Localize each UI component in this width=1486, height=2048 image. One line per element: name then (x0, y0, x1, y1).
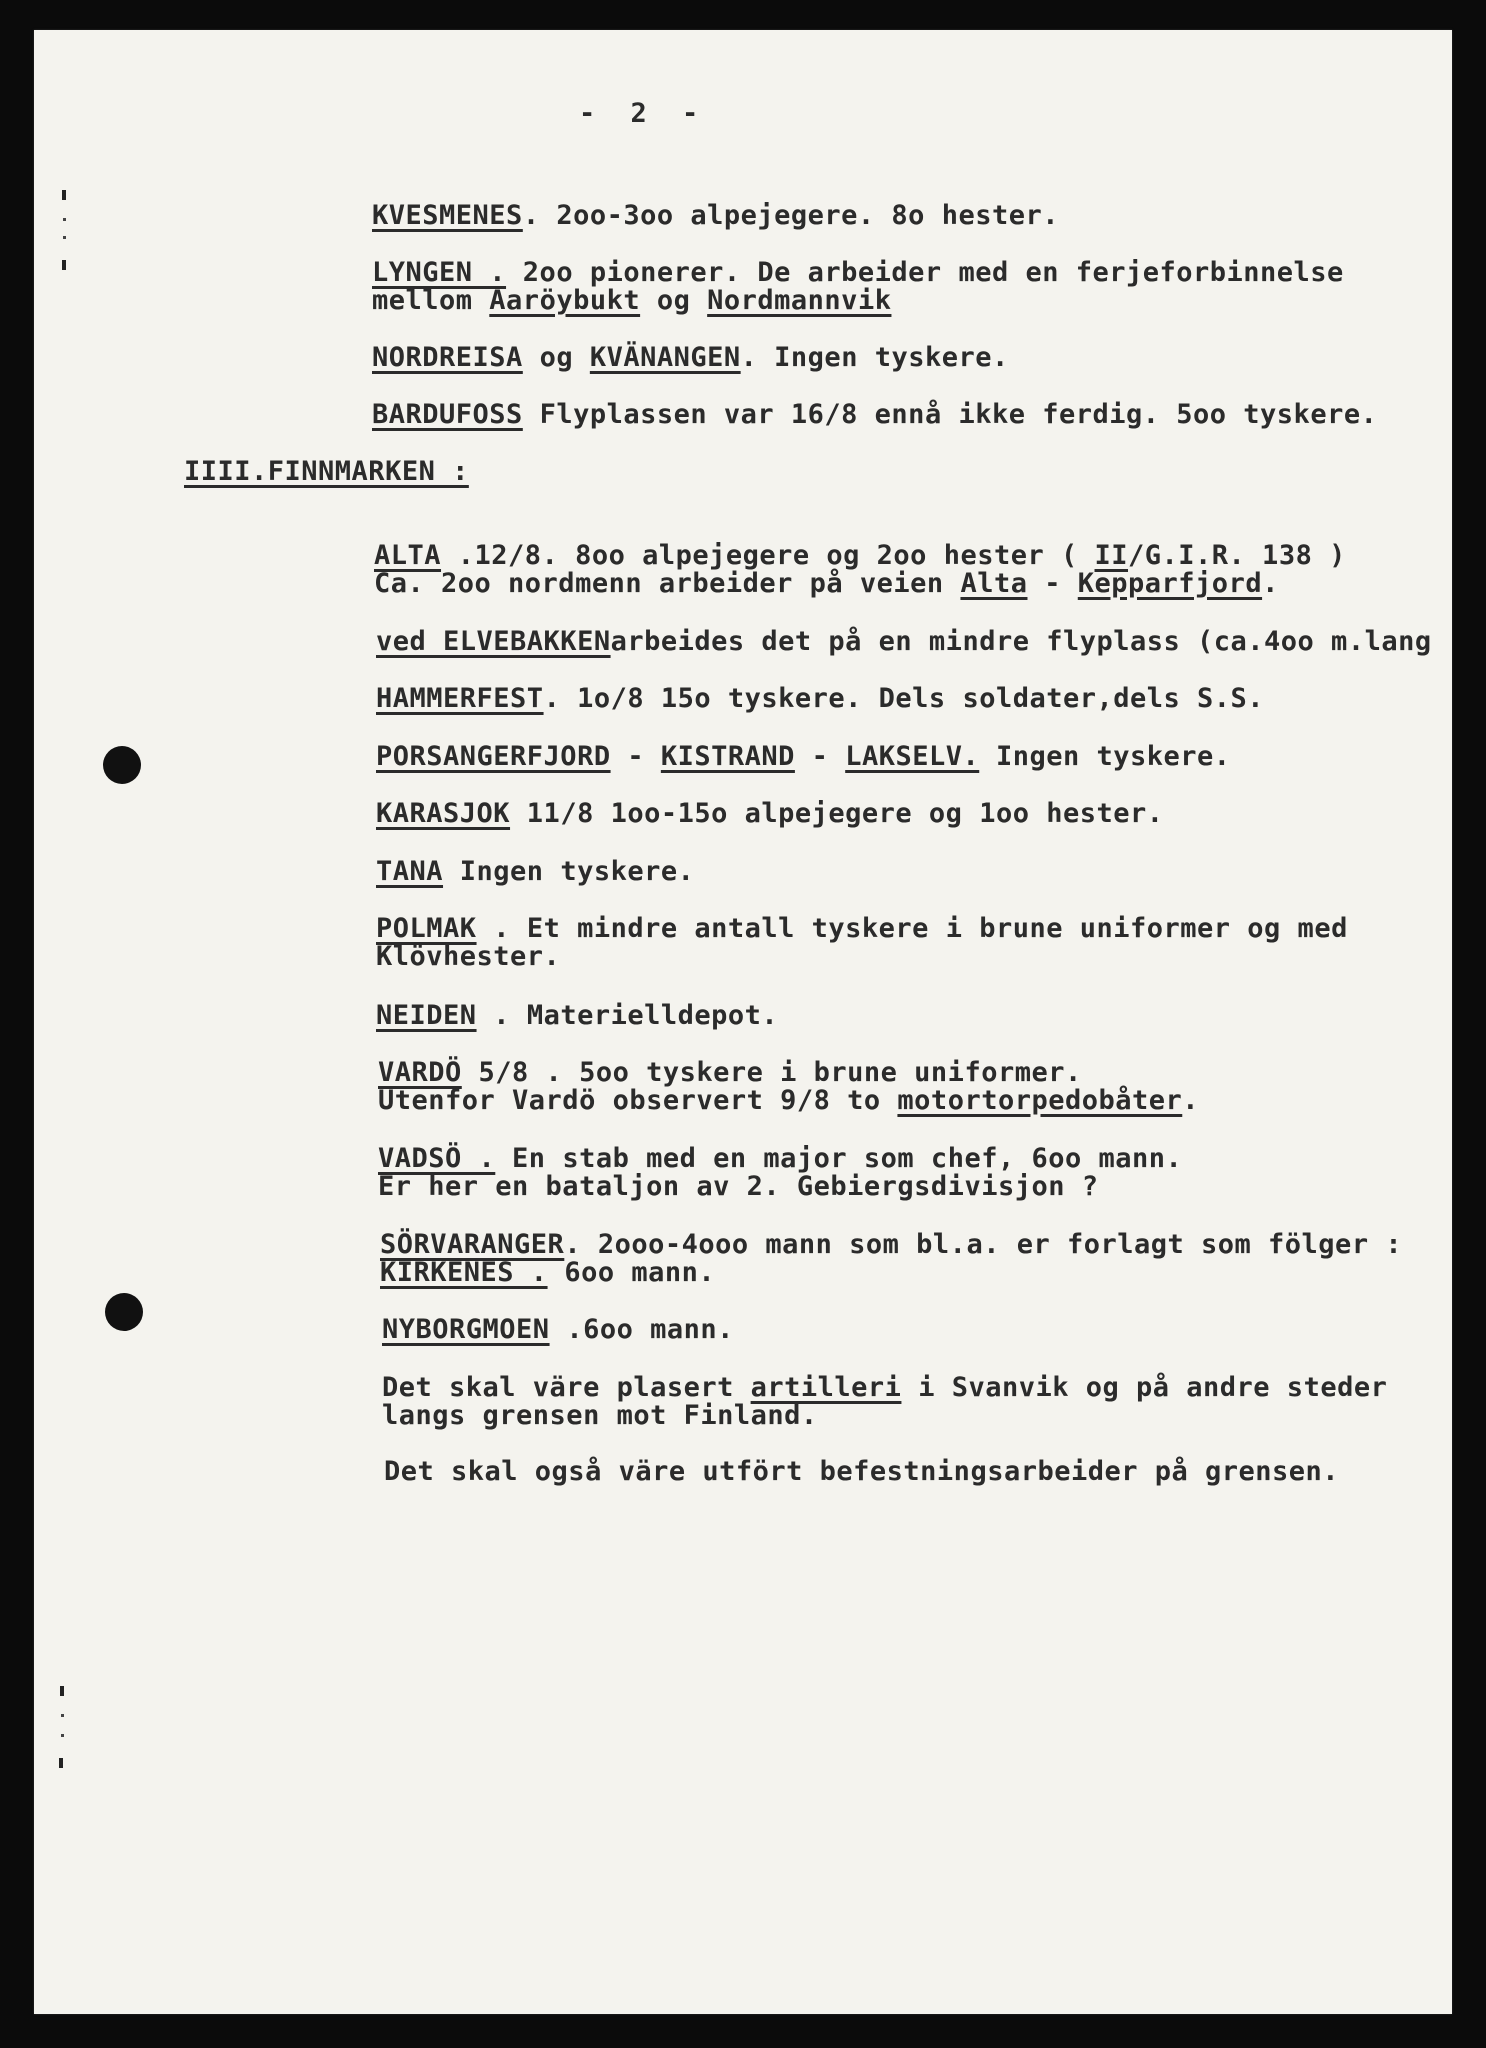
underlined-place-name: NORDREISA (372, 342, 523, 373)
underlined-place-name: KISTRAND (660, 741, 795, 772)
text-fragment: Er her en bataljon av 2. Gebiergsdivisjon ? (378, 1171, 1099, 1202)
text-line (384, 1456, 1339, 1487)
punch-hole (103, 746, 141, 784)
text-line (382, 1314, 734, 1345)
text-fragment: . (1262, 568, 1279, 599)
underlined-place-name: ved ELVEBAKKEN (376, 626, 611, 657)
text-fragment: arbeides det på en mindre flyplass (ca.4oo m.lang (610, 626, 1432, 657)
text-fragment: . Ingen tyskere. (740, 342, 1009, 373)
underlined-place-name: KARASJOK (376, 798, 511, 829)
text-line (378, 1143, 1182, 1174)
text-fragment: Utenfor Vardö observert 9/8 to (378, 1085, 898, 1116)
text-line (374, 540, 1346, 571)
margin-mark (62, 190, 66, 200)
text-fragment: . (1182, 1085, 1200, 1116)
underlined-place-name: ALTA (374, 540, 442, 571)
underlined-place-name: VARDÖ (378, 1057, 462, 1088)
underlined-place-name: motortorpedobåter (897, 1085, 1183, 1116)
text-line (378, 1171, 1098, 1202)
text-line (372, 200, 1059, 231)
underlined-place-name: HAMMERFEST (376, 683, 544, 714)
margin-mark (63, 236, 66, 239)
margin-mark (61, 1734, 64, 1737)
text-line (376, 626, 1432, 657)
section-heading (184, 456, 469, 487)
text-fragment: .12/8. 8oo alpejegere og 2oo hester ( (441, 540, 1095, 571)
text-fragment: Flyplassen var 16/8 ennå ikke ferdig. 5oo tyskere. (522, 399, 1378, 430)
document-page (34, 30, 1452, 2014)
text-line (372, 285, 891, 316)
underlined-place-name: SÖRVARANGER (380, 1229, 565, 1260)
underlined-place-name: TANA (376, 856, 444, 887)
margin-mark (62, 260, 66, 270)
underlined-place-name: artilleri (750, 1372, 902, 1403)
page-number: - 2 - (579, 98, 699, 129)
underlined-place-name: POLMAK (376, 913, 477, 944)
text-line (378, 1057, 1082, 1088)
margin-mark (61, 1714, 64, 1717)
text-line (376, 798, 1164, 829)
underlined-place-name: KIRKENES . (380, 1257, 548, 1288)
text-fragment: mellom (372, 285, 490, 316)
text-line (382, 1400, 818, 1431)
underlined-place-name: NYBORGMOEN (382, 1314, 550, 1345)
underlined-place-name: IIII.FINNMARKEN : (184, 456, 469, 487)
text-fragment: .6oo mann. (549, 1314, 734, 1345)
underlined-place-name: BARDUFOSS (372, 399, 523, 430)
text-fragment: . 2oo-3oo alpejegere. 8o hester. (522, 200, 1059, 231)
text-fragment: . 1o/8 15o tyskere. Dels soldater,dels S.S. (543, 683, 1265, 714)
text-line (382, 1372, 1387, 1403)
punch-hole (105, 1293, 143, 1331)
text-line (372, 257, 1344, 288)
text-line (376, 913, 1348, 944)
margin-mark (60, 1686, 64, 1696)
underlined-place-name: VADSÖ . (378, 1143, 496, 1174)
underlined-place-name: Aaröybukt (489, 285, 641, 316)
margin-mark (59, 1758, 63, 1768)
text-line (376, 1000, 778, 1031)
text-fragment: Det skal også väre utfört befestningsarbeider på grensen. (384, 1456, 1340, 1487)
text-fragment: . Materielldepot. (476, 1000, 779, 1031)
text-line (378, 1085, 1199, 1116)
text-fragment: Ca. 2oo nordmenn arbeider på veien (374, 568, 961, 599)
text-fragment: En stab med en major som chef, 6oo mann. (495, 1143, 1183, 1174)
underlined-place-name: KVÄNANGEN (589, 342, 741, 373)
text-fragment: langs grensen mot Finland. (382, 1400, 818, 1431)
text-line (372, 342, 1009, 373)
underlined-place-name: Kepparfjord (1077, 568, 1263, 599)
underlined-place-name: NEIDEN (376, 1000, 477, 1031)
text-fragment: og (640, 285, 708, 316)
text-fragment: - (1027, 568, 1078, 599)
text-fragment: - (794, 741, 846, 772)
text-fragment: 6oo mann. (547, 1257, 716, 1288)
text-fragment: 2oo pionerer. De arbeider med en ferjeforbinnelse (506, 257, 1344, 288)
text-line (376, 941, 560, 972)
text-line (380, 1257, 715, 1288)
text-line (380, 1229, 1402, 1260)
text-fragment: 5/8 . 5oo tyskere i brune uniformer. (461, 1057, 1082, 1088)
text-fragment: - (610, 741, 661, 772)
underlined-place-name: PORSANGERFJORD (376, 741, 611, 772)
text-fragment: Klövhester. (376, 941, 561, 972)
underlined-place-name: II (1094, 540, 1129, 571)
text-line (376, 683, 1264, 714)
text-fragment: Ingen tyskere. (443, 856, 695, 887)
underlined-place-name: Alta (960, 568, 1028, 599)
text-fragment: . Et mindre antall tyskere i brune uniformer og med (476, 913, 1348, 944)
text-line (376, 741, 1231, 772)
underlined-place-name: Nordmannvik (707, 285, 892, 316)
text-line (376, 856, 694, 887)
text-fragment: og (522, 342, 590, 373)
underlined-place-name: KVESMENES (372, 200, 523, 231)
text-line (372, 399, 1377, 430)
underlined-place-name: LAKSELV. (845, 741, 980, 772)
text-line (374, 568, 1279, 599)
text-fragment: 11/8 1oo-15o alpejegere og 1oo hester. (510, 798, 1164, 829)
text-fragment: . 2ooo-4ooo mann som bl.a. er forlagt som fölger : (564, 1229, 1403, 1260)
text-fragment: /G.I.R. 138 ) (1128, 540, 1346, 571)
text-fragment: i Svanvik og på andre steder (901, 1372, 1388, 1403)
text-fragment: Ingen tyskere. (979, 741, 1231, 772)
margin-mark (63, 218, 66, 221)
text-fragment: Det skal väre plasert (382, 1372, 751, 1403)
underlined-place-name: LYNGEN . (372, 257, 507, 288)
